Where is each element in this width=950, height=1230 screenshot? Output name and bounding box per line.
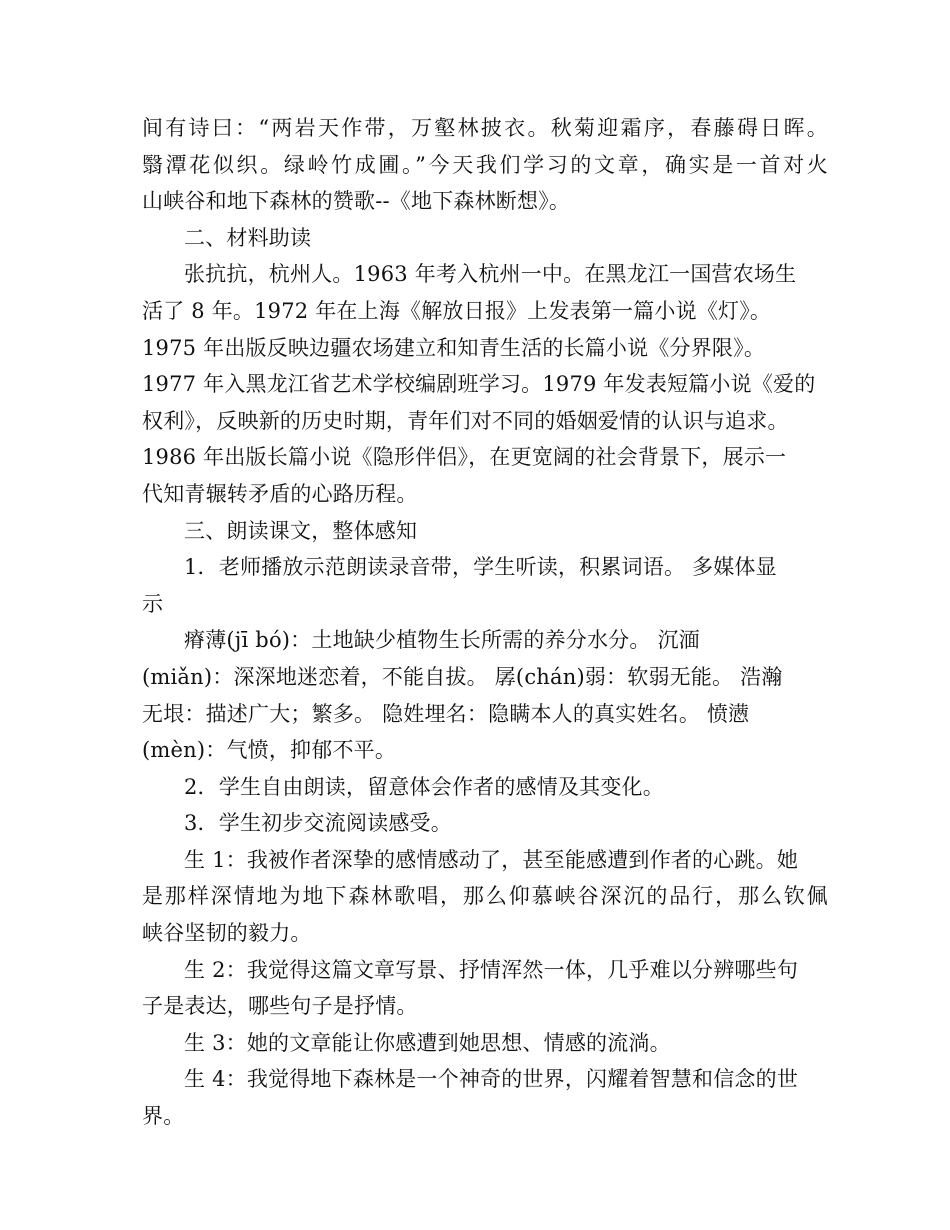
text-line: 1975 年出版反映边疆农场建立和知青生活的长篇小说《分界限》。 (142, 335, 766, 360)
text-line: 翳潭花似织。绿岭竹成圃。”今天我们学习的文章，确实是一首对火 (142, 152, 828, 177)
text-line: 生 1：我被作者深挚的感情感动了，甚至能感遭到作者的心跳。她 (184, 847, 799, 872)
document-body (142, 110, 828, 1135)
text-line: 2．学生自由朗读，留意体会作者的感情及其变化。 (184, 774, 664, 799)
text-line: 子是表达，哪些句子是抒情。 (142, 994, 418, 1019)
text-line: 3．学生初步交流阅读感受。 (184, 811, 452, 836)
text-line: 活了 8 年。1972 年在上海《解放日报》上发表第一篇小说《灯》。 (142, 298, 772, 323)
text-line: 山峡谷和地下森林的赞歌--《地下森林断想》。 (142, 189, 571, 214)
vocabulary-line: 无垠：描述广大；繁多。 隐姓埋名：隐瞒本人的真实姓名。 愤懑 (142, 701, 750, 726)
section-heading: 三、朗读课文，整体感知 (184, 518, 418, 543)
text-line: 是那样深情地为地下森林歌唱，那么仰慕峡谷深沉的品行，那么钦佩 (142, 884, 828, 909)
section-heading: 二、材料助读 (184, 225, 312, 250)
text-line: 生 4：我觉得地下森林是一个神奇的世界，闪耀着智慧和信念的世 (184, 1067, 799, 1092)
text-line: 权利》，反映新的历史时期，青年们对不同的婚姻爱情的认识与追求。 (142, 408, 789, 433)
text-line: 1986 年出版长篇小说《隐形伴侣》，在更宽阔的社会背景下，展示一 (142, 445, 787, 470)
text-line: 间有诗曰：“两岩天作带，万壑林披衣。秋菊迎霜序，春藤碍日晖。 (142, 116, 828, 140)
text-line: 生 3：她的文章能让你感遭到她思想、情感的流淌。 (184, 1030, 671, 1055)
text-line: 1．老师播放示范朗读录音带，学生听读，积累词语。 多媒体显 (184, 555, 777, 580)
vocabulary-line: (mèn)：气愤，抑郁不平。 (142, 738, 397, 763)
vocabulary-line: (miǎn)：深深地迷恋着，不能自拔。 孱(chán)弱：软弱无能。 浩瀚 (142, 664, 783, 689)
vocabulary-line: 瘠薄(jī bó)：土地缺少植物生长所需的养分水分。 沉湎 (184, 628, 700, 653)
text-line: 界。 (142, 1104, 185, 1129)
text-line: 张抗抗，杭州人。1963 年考入杭州一中。在黑龙江一国营农场生 (184, 262, 797, 287)
text-line: 1977 年入黑龙江省艺术学校编剧班学习。1979 年发表短篇小说《爱的 (142, 372, 816, 397)
text-line: 生 2：我觉得这篇文章写景、抒情浑然一体，几乎难以分辨哪些句 (184, 957, 799, 982)
text-line: 示 (142, 591, 164, 616)
text-line: 代知青辗转矛盾的心路历程。 (142, 481, 418, 506)
text-line: 峡谷坚韧的毅力。 (142, 921, 312, 946)
